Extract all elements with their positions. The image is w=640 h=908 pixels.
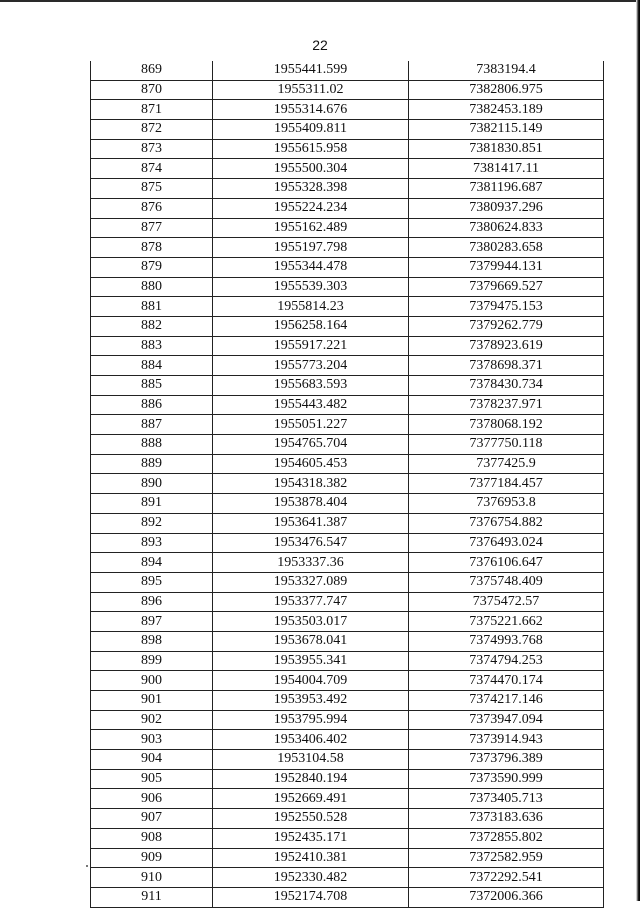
x-coordinate-cell: 1952410.381 xyxy=(213,848,409,868)
table-row xyxy=(91,179,604,199)
y-coordinate-cell: 7372006.366 xyxy=(409,887,604,907)
table-row xyxy=(91,592,604,612)
table-row xyxy=(91,651,604,671)
point-number-cell: 901 xyxy=(91,691,213,711)
y-coordinate-cell: 7376493.024 xyxy=(409,533,604,553)
table-row xyxy=(91,277,604,297)
point-number-cell: 882 xyxy=(91,316,213,336)
table-row xyxy=(91,120,604,140)
x-coordinate-cell: 1955615.958 xyxy=(213,139,409,159)
point-number-cell: 876 xyxy=(91,198,213,218)
x-coordinate-cell: 1953476.547 xyxy=(213,533,409,553)
x-coordinate-cell: 1953878.404 xyxy=(213,494,409,514)
point-number-cell: 885 xyxy=(91,376,213,396)
x-coordinate-cell: 1954004.709 xyxy=(213,671,409,691)
table-row xyxy=(91,789,604,809)
table-row xyxy=(91,435,604,455)
point-number-cell: 895 xyxy=(91,572,213,592)
y-coordinate-cell: 7372292.541 xyxy=(409,868,604,888)
y-coordinate-cell: 7381830.851 xyxy=(409,139,604,159)
table-row xyxy=(91,257,604,277)
point-number-cell: 888 xyxy=(91,435,213,455)
point-number-cell: 898 xyxy=(91,631,213,651)
y-coordinate-cell: 7374217.146 xyxy=(409,691,604,711)
y-coordinate-cell: 7377750.118 xyxy=(409,435,604,455)
x-coordinate-cell: 1955539.303 xyxy=(213,277,409,297)
x-coordinate-cell: 1955683.593 xyxy=(213,376,409,396)
point-number-cell: 893 xyxy=(91,533,213,553)
table-row xyxy=(91,61,604,80)
table-row xyxy=(91,828,604,848)
y-coordinate-cell: 7376754.882 xyxy=(409,513,604,533)
y-coordinate-cell: 7380283.658 xyxy=(409,238,604,258)
y-coordinate-cell: 7379475.153 xyxy=(409,297,604,317)
point-number-cell: 877 xyxy=(91,218,213,238)
x-coordinate-cell: 1955314.676 xyxy=(213,100,409,120)
table-row xyxy=(91,553,604,573)
y-coordinate-cell: 7375472.57 xyxy=(409,592,604,612)
y-coordinate-cell: 7376953.8 xyxy=(409,494,604,514)
x-coordinate-cell: 1953953.492 xyxy=(213,691,409,711)
y-coordinate-cell: 7376106.647 xyxy=(409,553,604,573)
table-row xyxy=(91,671,604,691)
point-number-cell: 904 xyxy=(91,750,213,770)
table-row xyxy=(91,474,604,494)
y-coordinate-cell: 7378698.371 xyxy=(409,356,604,376)
x-coordinate-cell: 1952330.482 xyxy=(213,868,409,888)
y-coordinate-cell: 7375221.662 xyxy=(409,612,604,632)
point-number-cell: 905 xyxy=(91,769,213,789)
table-row xyxy=(91,395,604,415)
y-coordinate-cell: 7381417.11 xyxy=(409,159,604,179)
point-number-cell: 878 xyxy=(91,238,213,258)
table-row xyxy=(91,218,604,238)
x-coordinate-cell: 1953955.341 xyxy=(213,651,409,671)
y-coordinate-cell: 7373914.943 xyxy=(409,730,604,750)
x-coordinate-cell: 1954605.453 xyxy=(213,454,409,474)
table-row xyxy=(91,100,604,120)
x-coordinate-cell: 1955224.234 xyxy=(213,198,409,218)
scan-edge-top xyxy=(0,0,640,2)
y-coordinate-cell: 7380937.296 xyxy=(409,198,604,218)
point-number-cell: 884 xyxy=(91,356,213,376)
y-coordinate-cell: 7379944.131 xyxy=(409,257,604,277)
x-coordinate-cell: 1953406.402 xyxy=(213,730,409,750)
table-row xyxy=(91,848,604,868)
page-number: 22 xyxy=(312,37,328,53)
x-coordinate-cell: 1953337.36 xyxy=(213,553,409,573)
x-coordinate-cell: 1955441.599 xyxy=(213,61,409,80)
point-number-cell: 881 xyxy=(91,297,213,317)
x-coordinate-cell: 1955197.798 xyxy=(213,238,409,258)
x-coordinate-cell: 1955443.482 xyxy=(213,395,409,415)
point-number-cell: 891 xyxy=(91,494,213,514)
y-coordinate-cell: 7378237.971 xyxy=(409,395,604,415)
table-row xyxy=(91,376,604,396)
x-coordinate-cell: 1952435.171 xyxy=(213,828,409,848)
point-number-cell: 874 xyxy=(91,159,213,179)
x-coordinate-cell: 1953795.994 xyxy=(213,710,409,730)
x-coordinate-cell: 1955500.304 xyxy=(213,159,409,179)
point-number-cell: 869 xyxy=(91,61,213,80)
y-coordinate-cell: 7373947.094 xyxy=(409,710,604,730)
table-row xyxy=(91,139,604,159)
x-coordinate-cell: 1954765.704 xyxy=(213,435,409,455)
x-coordinate-cell: 1955344.478 xyxy=(213,257,409,277)
point-number-cell: 889 xyxy=(91,454,213,474)
y-coordinate-cell: 7374470.174 xyxy=(409,671,604,691)
x-coordinate-cell: 1953678.041 xyxy=(213,631,409,651)
point-number-cell: 870 xyxy=(91,80,213,100)
scan-edge-right xyxy=(636,0,640,901)
table-row xyxy=(91,356,604,376)
x-coordinate-cell: 1952174.708 xyxy=(213,887,409,907)
x-coordinate-cell: 1952840.194 xyxy=(213,769,409,789)
table-row xyxy=(91,415,604,435)
y-coordinate-cell: 7383194.4 xyxy=(409,61,604,80)
x-coordinate-cell: 1955814.23 xyxy=(213,297,409,317)
table-row xyxy=(91,316,604,336)
x-coordinate-cell: 1952550.528 xyxy=(213,809,409,829)
y-coordinate-cell: 7372855.802 xyxy=(409,828,604,848)
x-coordinate-cell: 1953104.58 xyxy=(213,750,409,770)
y-coordinate-cell: 7380624.833 xyxy=(409,218,604,238)
point-number-cell: 880 xyxy=(91,277,213,297)
table-row xyxy=(91,612,604,632)
y-coordinate-cell: 7377184.457 xyxy=(409,474,604,494)
point-number-cell: 871 xyxy=(91,100,213,120)
point-number-cell: 896 xyxy=(91,592,213,612)
point-number-cell: 892 xyxy=(91,513,213,533)
coordinates-table-body xyxy=(91,61,604,907)
x-coordinate-cell: 1953327.089 xyxy=(213,572,409,592)
table-row xyxy=(91,238,604,258)
point-number-cell: 887 xyxy=(91,415,213,435)
point-number-cell: 906 xyxy=(91,789,213,809)
coordinates-table xyxy=(90,61,604,908)
table-row xyxy=(91,887,604,907)
x-coordinate-cell: 1954318.382 xyxy=(213,474,409,494)
x-coordinate-cell: 1953377.747 xyxy=(213,592,409,612)
y-coordinate-cell: 7378068.192 xyxy=(409,415,604,435)
y-coordinate-cell: 7375748.409 xyxy=(409,572,604,592)
table-row xyxy=(91,750,604,770)
point-number-cell: 879 xyxy=(91,257,213,277)
point-number-cell: 894 xyxy=(91,553,213,573)
point-number-cell: 886 xyxy=(91,395,213,415)
table-row xyxy=(91,533,604,553)
table-row xyxy=(91,868,604,888)
x-coordinate-cell: 1955917.221 xyxy=(213,336,409,356)
y-coordinate-cell: 7382453.189 xyxy=(409,100,604,120)
table-row xyxy=(91,572,604,592)
x-coordinate-cell: 1955773.204 xyxy=(213,356,409,376)
y-coordinate-cell: 7374794.253 xyxy=(409,651,604,671)
x-coordinate-cell: 1953641.387 xyxy=(213,513,409,533)
table-row xyxy=(91,631,604,651)
point-number-cell: 900 xyxy=(91,671,213,691)
y-coordinate-cell: 7379669.527 xyxy=(409,277,604,297)
table-row xyxy=(91,198,604,218)
point-number-cell: 873 xyxy=(91,139,213,159)
point-number-cell: 907 xyxy=(91,809,213,829)
y-coordinate-cell: 7381196.687 xyxy=(409,179,604,199)
point-number-cell: 909 xyxy=(91,848,213,868)
point-number-cell: 910 xyxy=(91,868,213,888)
x-coordinate-cell: 1955311.02 xyxy=(213,80,409,100)
y-coordinate-cell: 7373405.713 xyxy=(409,789,604,809)
point-number-cell: 875 xyxy=(91,179,213,199)
table-row xyxy=(91,513,604,533)
point-number-cell: 903 xyxy=(91,730,213,750)
point-number-cell: 899 xyxy=(91,651,213,671)
x-coordinate-cell: 1952669.491 xyxy=(213,789,409,809)
x-coordinate-cell: 1955051.227 xyxy=(213,415,409,435)
table-row xyxy=(91,80,604,100)
y-coordinate-cell: 7373796.389 xyxy=(409,750,604,770)
point-number-cell: 911 xyxy=(91,887,213,907)
table-row xyxy=(91,494,604,514)
table-row xyxy=(91,809,604,829)
x-coordinate-cell: 1955162.489 xyxy=(213,218,409,238)
y-coordinate-cell: 7372582.959 xyxy=(409,848,604,868)
x-coordinate-cell: 1956258.164 xyxy=(213,316,409,336)
y-coordinate-cell: 7382115.149 xyxy=(409,120,604,140)
x-coordinate-cell: 1955328.398 xyxy=(213,179,409,199)
point-number-cell: 872 xyxy=(91,120,213,140)
y-coordinate-cell: 7374993.768 xyxy=(409,631,604,651)
y-coordinate-cell: 7373590.999 xyxy=(409,769,604,789)
table-row xyxy=(91,769,604,789)
y-coordinate-cell: 7382806.975 xyxy=(409,80,604,100)
table-row xyxy=(91,691,604,711)
point-number-cell: 902 xyxy=(91,710,213,730)
table-row xyxy=(91,710,604,730)
point-number-cell: 897 xyxy=(91,612,213,632)
table-row xyxy=(91,159,604,179)
point-number-cell: 890 xyxy=(91,474,213,494)
x-coordinate-cell: 1953503.017 xyxy=(213,612,409,632)
table-row xyxy=(91,730,604,750)
y-coordinate-cell: 7373183.636 xyxy=(409,809,604,829)
y-coordinate-cell: 7378923.619 xyxy=(409,336,604,356)
table-row xyxy=(91,336,604,356)
scan-speck xyxy=(86,865,88,867)
y-coordinate-cell: 7377425.9 xyxy=(409,454,604,474)
x-coordinate-cell: 1955409.811 xyxy=(213,120,409,140)
point-number-cell: 883 xyxy=(91,336,213,356)
point-number-cell: 908 xyxy=(91,828,213,848)
table-row xyxy=(91,297,604,317)
y-coordinate-cell: 7379262.779 xyxy=(409,316,604,336)
table-row xyxy=(91,454,604,474)
y-coordinate-cell: 7378430.734 xyxy=(409,376,604,396)
